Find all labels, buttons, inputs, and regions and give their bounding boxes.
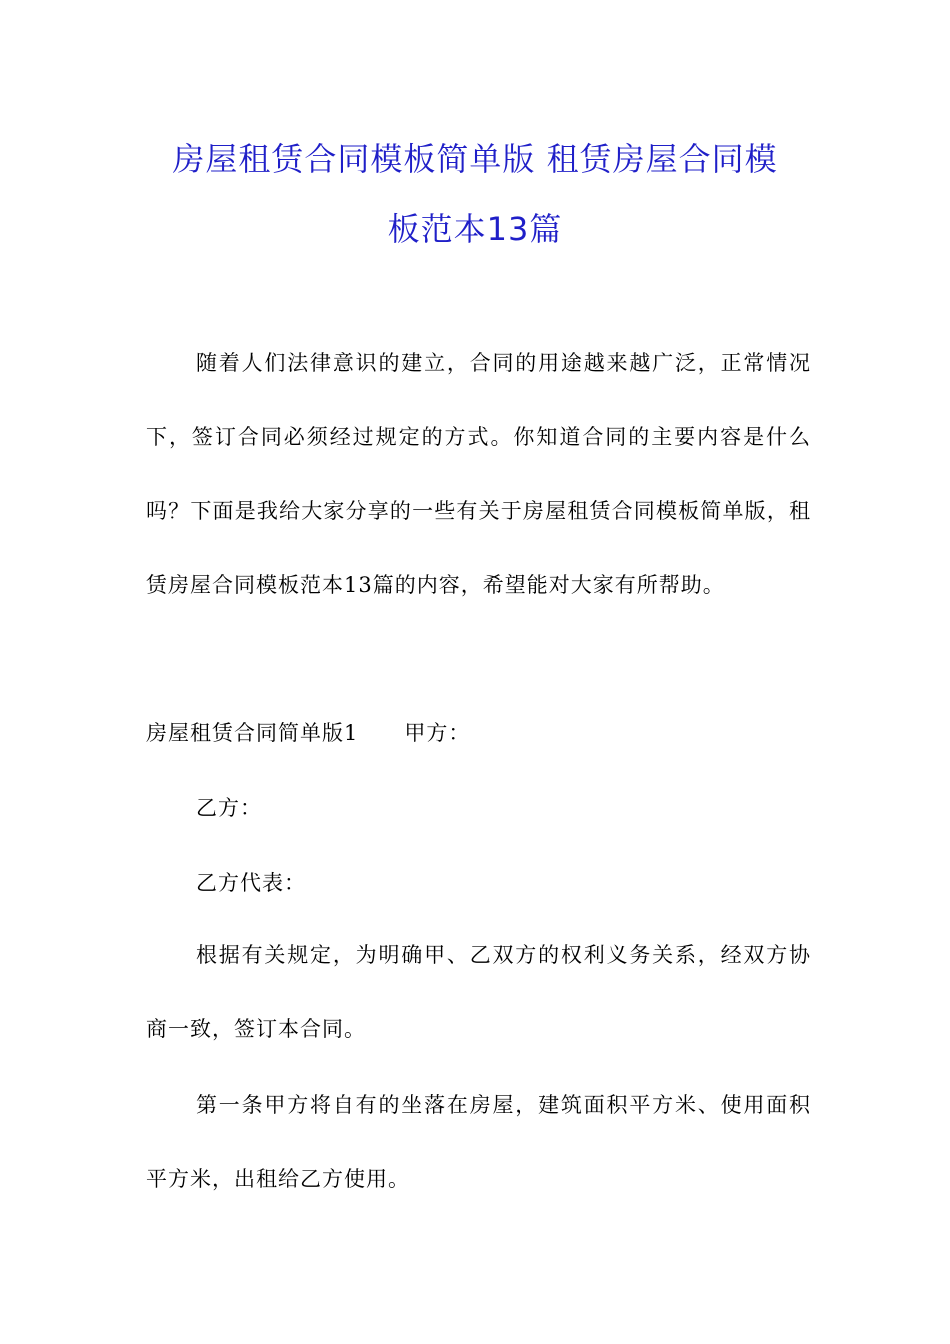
basis-paragraph: 根据有关规定，为明确甲、乙双方的权利义务关系，经双方协商一致，签订本合同。 (146, 943, 811, 1041)
section-heading: 房屋租赁合同简单版1 (146, 721, 359, 745)
intro-paragraph: 随着人们法律意识的建立，合同的用途越来越广泛，正常情况下，签订合同必须经过规定的方式。你知道合同的主要内容是什么吗？下面是我给大家分享的一些有关于房屋租赁合同模板简单版，租赁房屋合同模板范本13篇的内容，希望能对大家有所帮助。 (146, 351, 811, 597)
article-1-paragraph: 第一条甲方将自有的坐落在房屋，建筑面积平方米、使用面积平方米，出租给乙方使用。 (146, 1093, 811, 1191)
document-title-line-2: 板范本13篇 (387, 210, 563, 248)
party-a-label: 甲方： (404, 721, 471, 745)
document-title-line-1: 房屋租赁合同模板简单版 租赁房屋合同模 (172, 140, 778, 178)
party-b-label: 乙方： (196, 796, 262, 820)
party-b-representative-label: 乙方代表： (196, 871, 306, 895)
section-heading-row (146, 718, 811, 748)
